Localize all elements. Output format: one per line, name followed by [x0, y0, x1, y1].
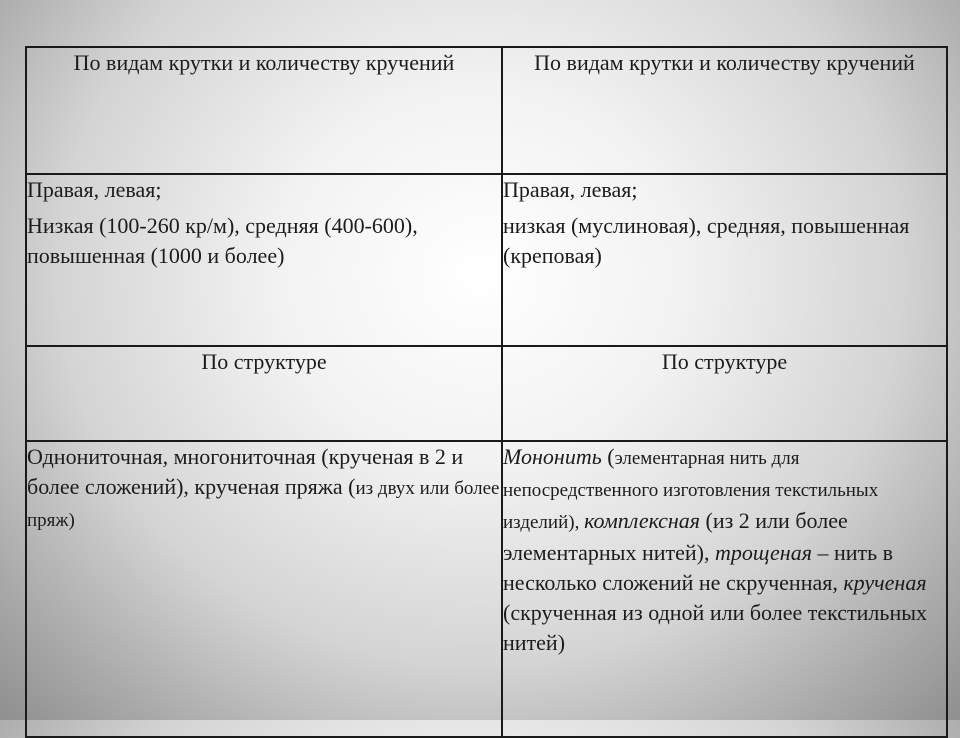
- twist-level-text: низкая (муслиновая), средняя, повышенная (креповая): [503, 213, 910, 268]
- desc-kruchenaya: (скрученная из одной или более текстильных нитей): [503, 600, 927, 655]
- header-structure-right: По структуре: [502, 346, 947, 441]
- header-twist-left: По видам крутки и количеству кручений: [26, 47, 502, 174]
- term-complex: комплексная: [584, 508, 700, 533]
- term-kruchenaya: крученая: [843, 570, 927, 595]
- structure-left-note: из двух или более пряж): [27, 478, 500, 531]
- structure-left: [26, 441, 502, 737]
- classification-table: [25, 46, 948, 738]
- twist-types-left: [26, 174, 502, 346]
- table-row: [26, 174, 947, 346]
- table-row: [26, 346, 947, 441]
- structure-right: [502, 441, 947, 737]
- twist-level-text: Низкая (100-260 кр/м), средняя (400-600), повышенная (1000 и более): [27, 213, 418, 268]
- term-troshchenaya: трощеная: [714, 540, 812, 565]
- header-twist-right: По видам крутки и количеству кручений: [502, 47, 947, 174]
- term-mononit: Мононить: [503, 444, 602, 469]
- desc-complex: (из 2 или более элементарных нитей),: [503, 508, 848, 565]
- header-structure-left: По структуре: [26, 346, 502, 441]
- table-row: [26, 441, 947, 737]
- desc-troshchenaya: – нить в несколько сложений не скрученная,: [503, 540, 894, 595]
- twist-direction-text: Правая, левая;: [503, 177, 638, 202]
- desc-mononit: элементарная нить для непосредственного изготовления текстильных изделий),: [503, 448, 879, 533]
- desc-mononit-open: (: [601, 444, 615, 469]
- twist-direction-text: Правая, левая;: [27, 177, 162, 202]
- table-row: [26, 47, 947, 174]
- twist-types-right: [502, 174, 947, 346]
- structure-left-text: Однониточная, многониточная (крученая в 2 и более сложений), крученая пряжа (: [27, 444, 464, 499]
